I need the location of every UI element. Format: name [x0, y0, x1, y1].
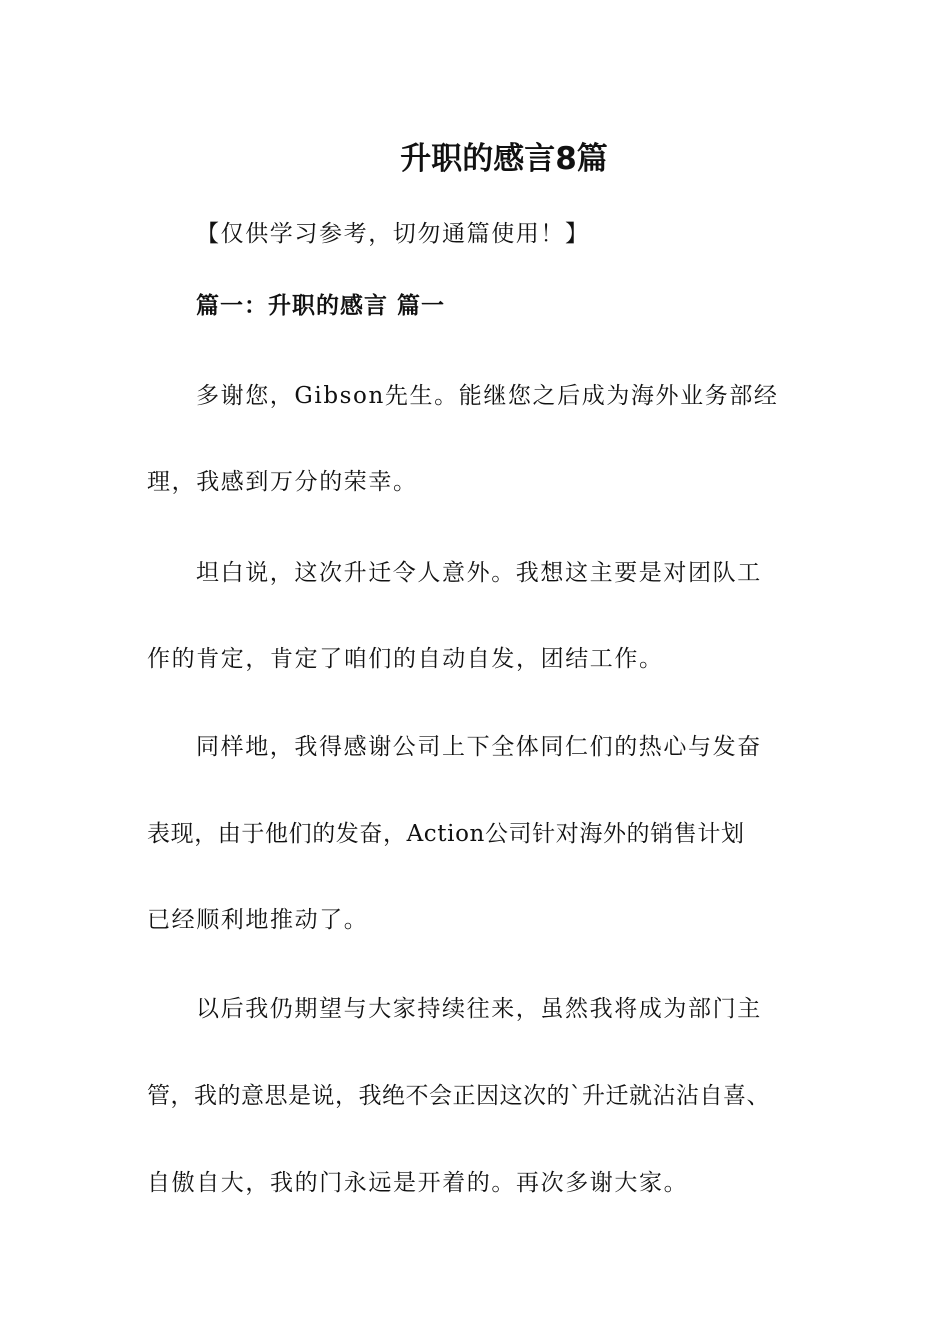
paragraph-1-line-1: 多谢您，Gibson先生。能继您之后成为海外业务部经	[196, 383, 779, 409]
document-title: 升职的感言8篇	[400, 141, 608, 177]
paragraph-4-line-1: 以后我仍期望与大家持续往来，虽然我将成为部门主	[196, 996, 762, 1022]
paragraph-2-line-1: 坦白说，这次升迁令人意外。我想这主要是对团队工	[196, 560, 762, 586]
paragraph-3-line-1: 同样地，我得感谢公司上下全体同仁们的热心与发奋	[196, 734, 762, 760]
paragraph-1-line-2: 理，我感到万分的荣幸。	[147, 469, 418, 495]
section-heading: 篇一：升职的感言 篇一	[196, 293, 446, 319]
paragraph-4-line-2: 管，我的意思是说，我绝不会正因这次的`升迁就沾沾自喜、	[147, 1083, 770, 1109]
paragraph-3-line-3: 已经顺利地推动了。	[147, 907, 369, 933]
usage-notice: 【仅供学习参考，切勿通篇使用！】	[196, 221, 590, 247]
paragraph-2-line-2: 作的肯定，肯定了咱们的自动自发，团结工作。	[147, 646, 664, 672]
paragraph-3-line-2: 表现，由于他们的发奋，Action公司针对海外的销售计划	[147, 821, 745, 847]
paragraph-4-line-3: 自傲自大，我的门永远是开着的。再次多谢大家。	[147, 1170, 689, 1196]
